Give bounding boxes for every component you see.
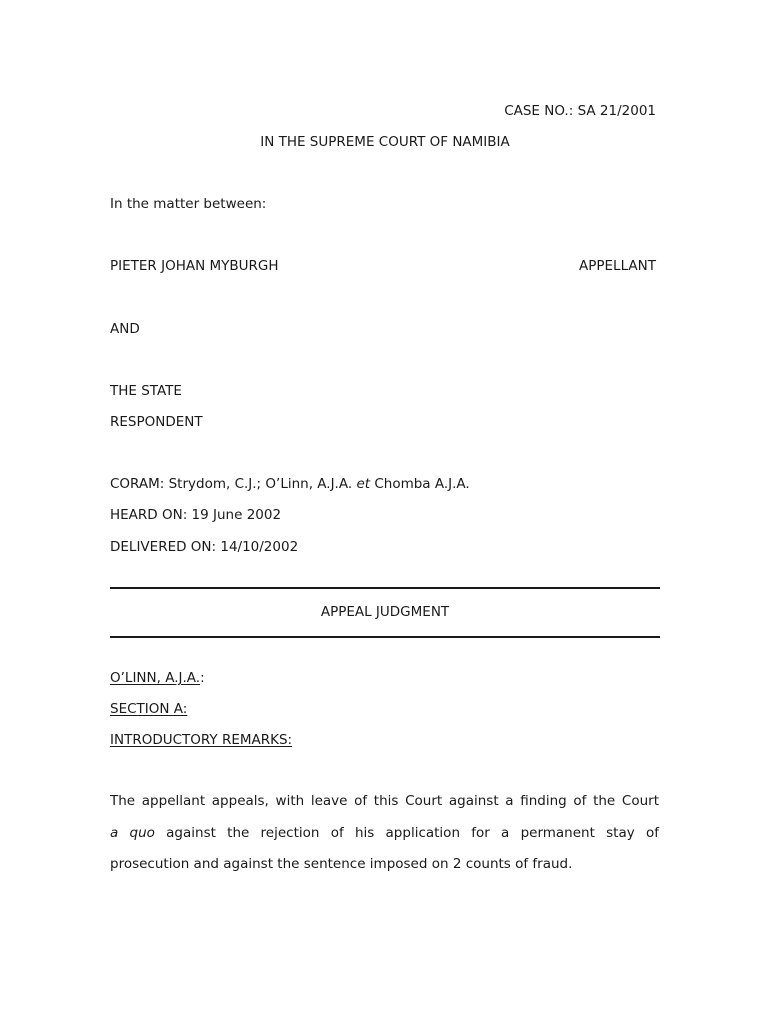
top-divider (110, 587, 660, 589)
section-title-label: INTRODUCTORY REMARKS: (110, 732, 293, 748)
court-name: IN THE SUPREME COURT OF NAMIBIA (260, 134, 510, 150)
body-paragraph (110, 786, 659, 881)
judge-colon: : (200, 670, 205, 686)
paragraph-line-1: The appellant appeals, with leave of this Court against a finding of the Court (110, 793, 659, 809)
appellant-name: PIETER JOHAN MYBURGH (110, 258, 279, 274)
bottom-divider (110, 636, 660, 638)
coram-suffix: Chomba A.J.A. (370, 476, 470, 492)
section-title (110, 732, 292, 748)
paragraph-line-2 (110, 818, 659, 850)
and-separator: AND (110, 321, 140, 337)
coram-et: et (356, 476, 371, 492)
respondent-role: RESPONDENT (110, 414, 203, 430)
respondent-name: THE STATE (110, 383, 182, 399)
judge-name: O’LINN, A.J.A. (110, 670, 201, 686)
latin-phrase: a quo (110, 824, 155, 841)
coram (110, 476, 470, 492)
heard-on: HEARD ON: 19 June 2002 (110, 507, 282, 523)
judge-heading (110, 670, 205, 686)
appellant-role: APPELLANT (579, 258, 656, 274)
paragraph-line-3: prosecution and against the sentence imposed on 2 counts of fraud. (110, 856, 573, 872)
delivered-on: DELIVERED ON: 14/10/2002 (110, 539, 299, 555)
case-number: CASE NO.: SA 21/2001 (504, 103, 656, 119)
paragraph-line-2-rest: against the rejection of his application for a permanent stay of (154, 824, 659, 841)
matter-intro: In the matter between: (110, 196, 267, 212)
judgment-title: APPEAL JUDGMENT (320, 604, 450, 620)
section-label: SECTION A: (110, 701, 188, 717)
section-heading (110, 701, 187, 717)
coram-prefix: CORAM: Strydom, C.J.; O’Linn, A.J.A. (110, 476, 357, 492)
